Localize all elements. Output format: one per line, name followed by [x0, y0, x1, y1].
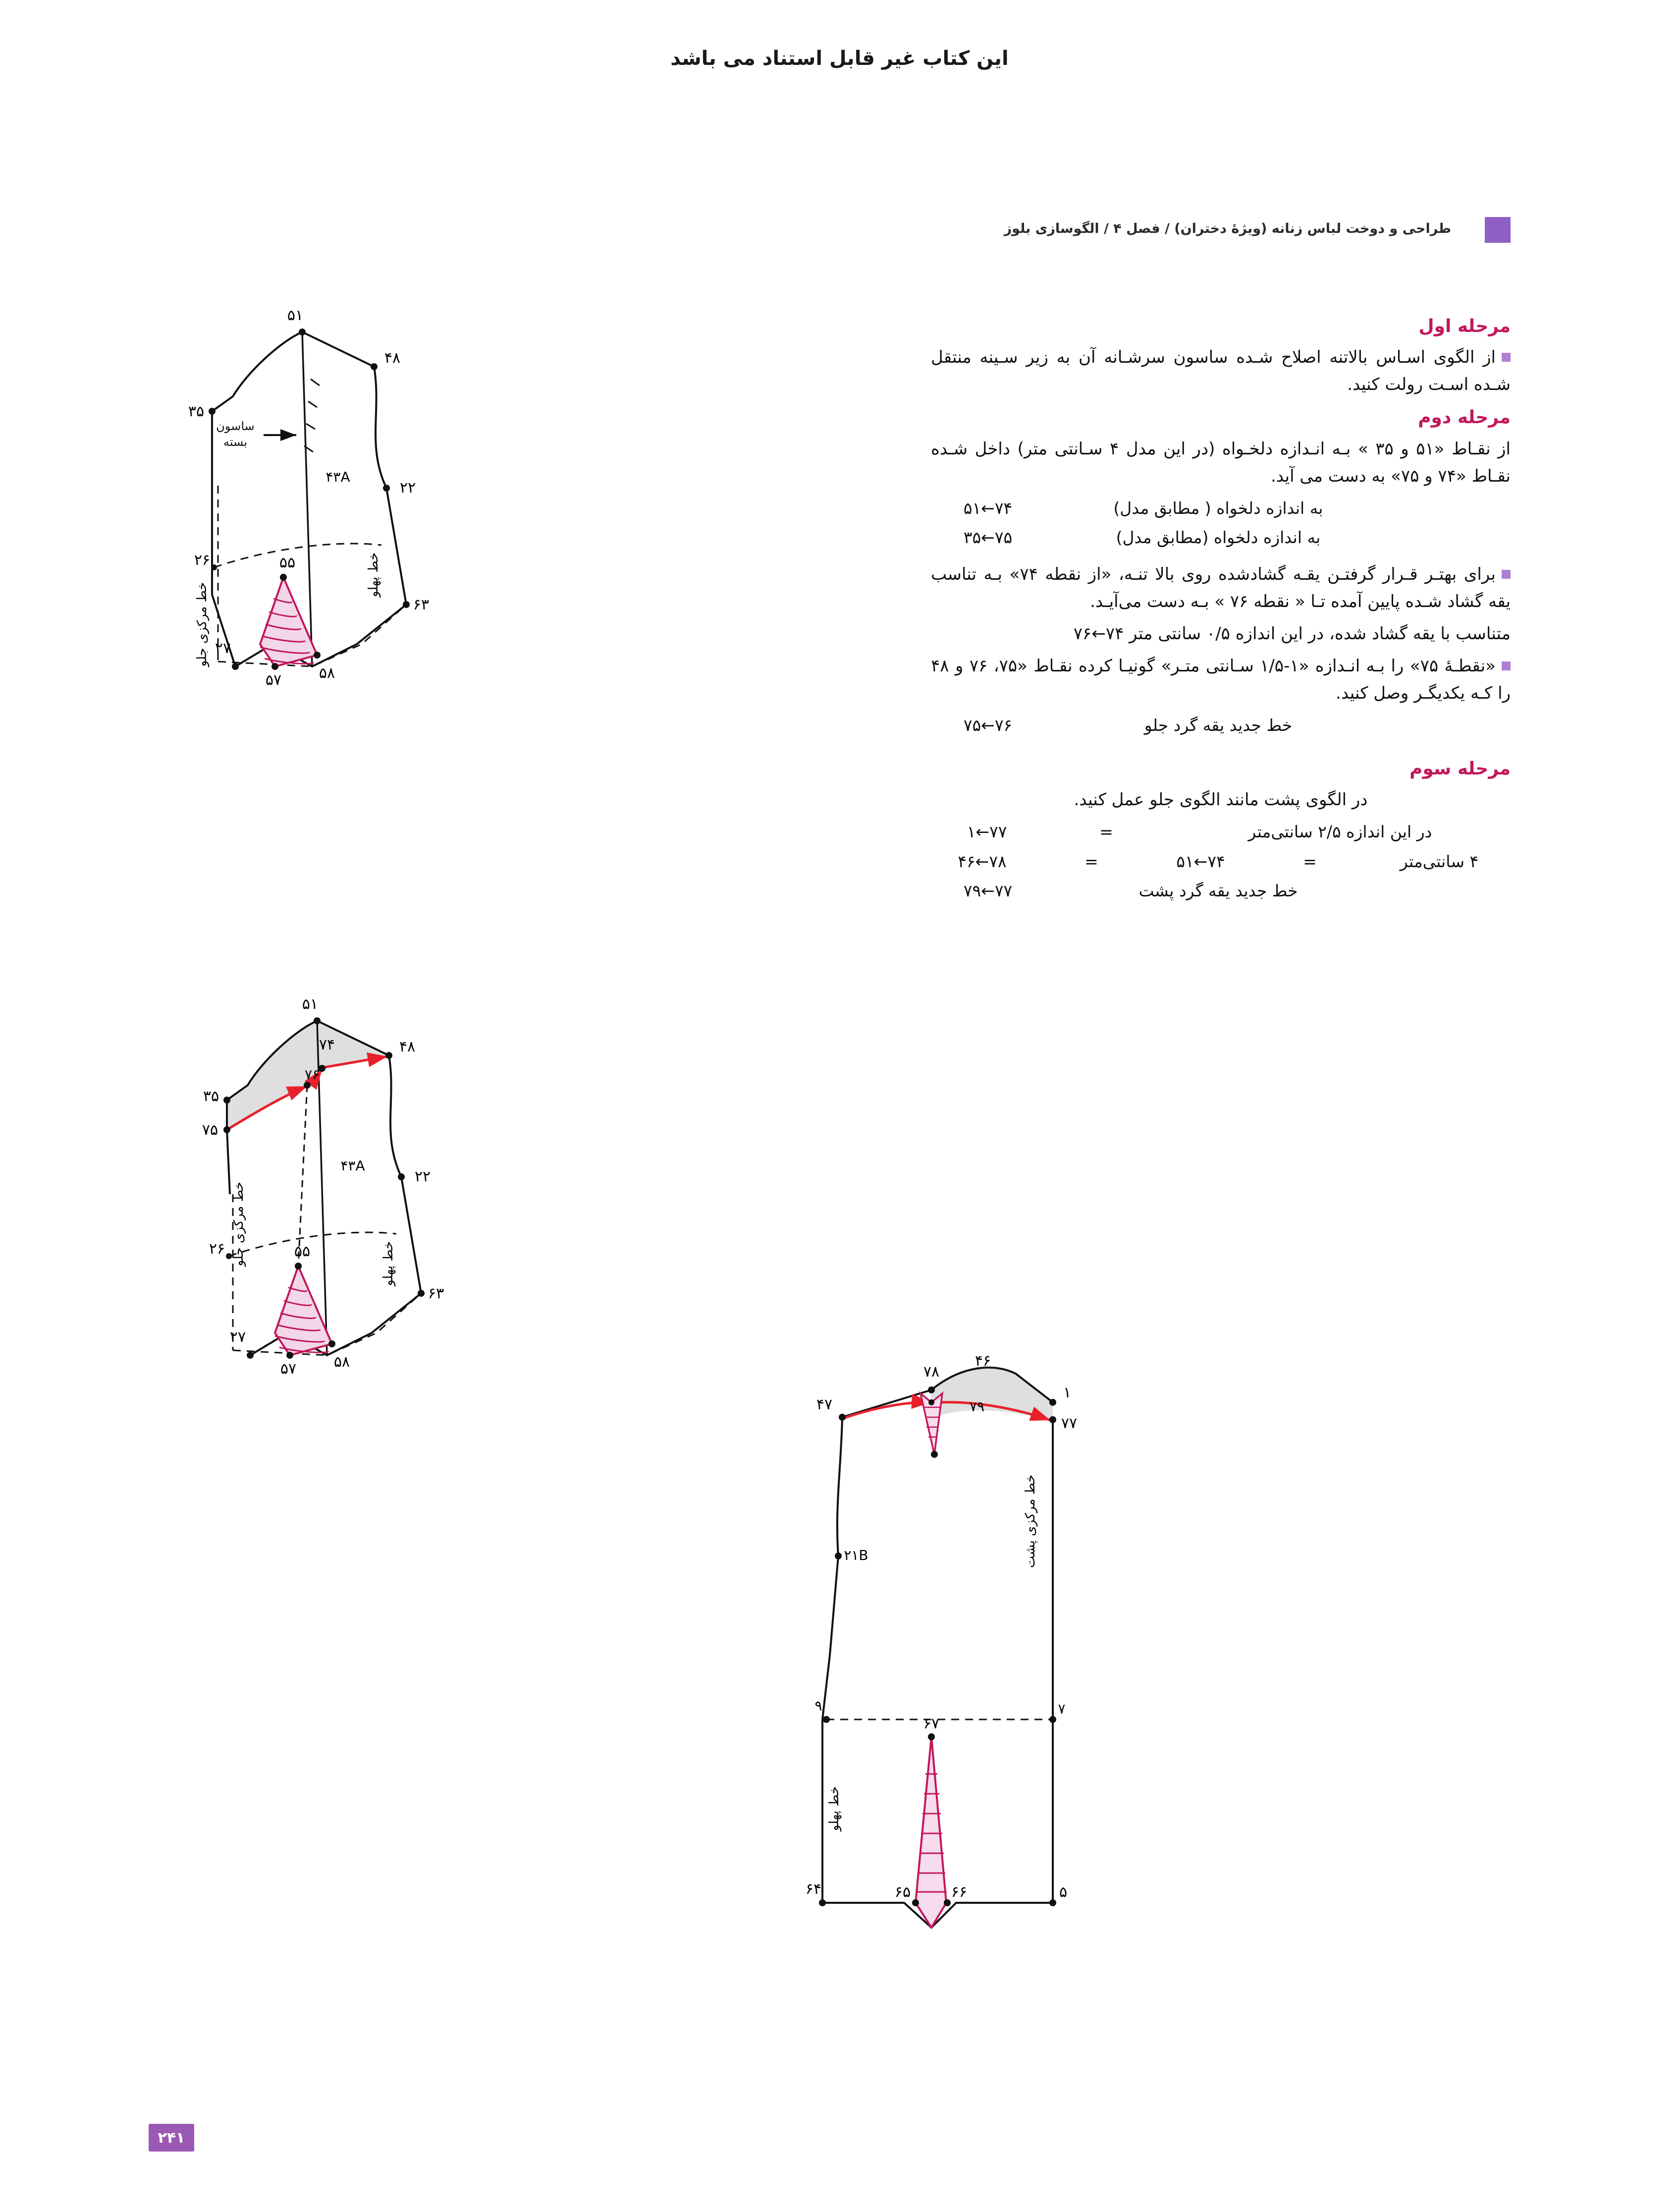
label-26: ۲۶ [194, 552, 211, 569]
equation-1-value: ۵۱←۷۴ [963, 498, 1013, 518]
label-58: ۵۸ [319, 664, 335, 682]
label-26: ۲۶ [209, 1240, 225, 1258]
label-75: ۷۵ [202, 1121, 218, 1139]
label-43A: ۴۳A [325, 469, 350, 485]
equation-row-3 [931, 712, 1511, 738]
running-header [168, 217, 1511, 247]
label-55: ۵۵ [294, 1243, 311, 1260]
label-58: ۵۸ [333, 1353, 350, 1371]
label-21B: ۲۱B [844, 1547, 868, 1563]
equation-4-label: در این اندازه ۲/۵ سانتی‌متر [1248, 822, 1432, 842]
label-51: ۵۱ [302, 995, 319, 1013]
equation-3-value: ۷۵←۷۶ [963, 716, 1013, 735]
step-three-title: مرحله سوم [1409, 758, 1511, 779]
label-66: ۶۶ [951, 1883, 968, 1901]
label-77: ۷۷ [1061, 1415, 1078, 1432]
equation-6-value: ۷۹←۷۷ [963, 881, 1013, 900]
instruction-column [931, 312, 1511, 907]
bullet-square-icon-3 [1502, 662, 1511, 670]
label-63: ۶۳ [413, 596, 430, 613]
step-two-text-4: «نقطـهٔ ۷۵» را بـه انـدازه «۱-۱/۵ سـانتی متـر» گونیـا کرده نقـاط «۷۵، ۷۶ و ۴۸ را کـه یکدیگـر وصل کنید. [931, 656, 1511, 704]
label-47: ۴۷ [816, 1396, 833, 1413]
step-three-paragraph: در الگوی پشت مانند الگوی جلو عمل کنید. [1074, 790, 1368, 810]
equation-row-4 [931, 819, 1511, 845]
step-two-title: مرحله دوم [1418, 407, 1511, 428]
svg-text:بسته: بسته [223, 435, 248, 449]
step-two-paragraph-4 [931, 653, 1511, 707]
step-two-paragraph-2 [931, 561, 1511, 615]
page-number-badge: ۲۴۱ [149, 2124, 194, 2152]
equation-2-value: ۳۵←۷۵ [963, 528, 1013, 548]
label-48: ۴۸ [384, 349, 401, 367]
label-65: ۶۵ [894, 1883, 911, 1901]
label-35: ۳۵ [203, 1088, 219, 1105]
label-74: ۷۴ [319, 1036, 335, 1053]
equation-2-label: به اندازه دلخواه (مطابق مدل) [1116, 528, 1321, 548]
step-two-paragraph-3: متناسب با یقه گشاد شده، در این اندازه ۰/۵ سانتی متر ۷۴←۷۶ [1073, 624, 1511, 644]
label-5: ۵ [1059, 1883, 1068, 1901]
label-57: ۵۷ [280, 1360, 297, 1378]
label-67: ۶۷ [923, 1715, 940, 1732]
step-one-title: مرحله اول [1418, 316, 1511, 336]
equation-5-mid-value: ۵۱←۷۴ [1176, 851, 1225, 871]
equation-5-label: ۴ سانتی‌متر [1400, 851, 1479, 871]
equation-1-label: به اندازه دلخواه ( مطابق مدل) [1113, 498, 1323, 518]
equation-3-label: خط جدید یقه گرد جلو [1144, 716, 1293, 735]
label-9: ۹ [814, 1698, 822, 1714]
label-35: ۳۵ [188, 403, 205, 420]
watermark-text: این کتاب غیر قابل استناد می باشد [670, 47, 1009, 70]
label-side-line: خط پهلو [381, 1241, 396, 1286]
step-two-text-2: برای بهتـر قـرار گرفتـن یقـه گشادشده روی بالا تنـه، «از نقطه ۷۴» بـه تناسب یقه گشاد شـده پایین آمده تـا « نقطه ۷۶ » بـه دست می‌آیـد. [931, 564, 1511, 611]
label-27: ۲۷ [215, 640, 231, 657]
equation-4-value: ۱←۷۷ [967, 822, 1007, 842]
label-55: ۵۵ [279, 554, 296, 571]
equation-5-operator-2: = [1303, 851, 1317, 871]
svg-text:ساسون: ساسون [216, 419, 255, 433]
label-43A: ۴۳A [340, 1158, 365, 1174]
label-51: ۵۱ [287, 307, 304, 324]
step-two-paragraph-1: از نقـاط «۵۱ و ۳۵ » بـه انـدازه دلخـواه (در این مدل ۴ سـانتی متر) داخل شـده نقـاط «۷۴ و ۷۵» به دست می آید. [931, 439, 1511, 486]
equation-row-5 [931, 848, 1511, 875]
label-center-front: خط مرکزی جلو [195, 582, 210, 667]
equation-6-label: خط جدید یقه گرد پشت [1138, 881, 1298, 900]
label-center-front: خط مرکزی جلو [231, 1181, 246, 1267]
bullet-square-icon-2 [1502, 570, 1511, 579]
running-header-text: طراحی و دوخت لباس زنانه (ویژهٔ دختران) / فصل ۴ / الگوسازی بلوز [1004, 221, 1451, 236]
equation-row-6 [931, 878, 1511, 904]
step-one-paragraph [931, 344, 1511, 398]
equation-4-operator: = [1099, 822, 1113, 842]
label-78: ۷۸ [923, 1363, 940, 1381]
equation-row-2 [931, 524, 1511, 551]
label-79: ۷۹ [969, 1398, 985, 1415]
label-64: ۶۴ [805, 1880, 822, 1898]
label-57: ۵۷ [265, 671, 282, 689]
figure-front-bodice-original [149, 297, 575, 951]
label-22: ۲۲ [399, 479, 416, 497]
equation-5-value: ۴۶←۷۸ [958, 851, 1007, 871]
label-46: ۴۶ [975, 1352, 991, 1370]
equation-5-operator-1: = [1084, 851, 1098, 871]
label-76: ۷۶ [304, 1066, 320, 1083]
label-side-line: خط پهلو [827, 1786, 842, 1831]
equation-row-1 [931, 495, 1511, 521]
label-7: ۷ [1058, 1701, 1066, 1717]
label-1: ۱ [1063, 1384, 1072, 1401]
label-side-line: خط پهلو [366, 552, 381, 598]
label-48: ۴۸ [399, 1038, 416, 1055]
label-22: ۲۲ [414, 1168, 431, 1185]
label-63: ۶۳ [428, 1285, 444, 1302]
header-accent-square [1485, 217, 1511, 243]
step-one-text: از الگوی اسـاس بالاتنه اصلاح شـده ساسون سرشـانه آن به زیر سـینه منتقل شـده اسـت رولت کنید. [931, 347, 1511, 395]
figure-back-bodice-modified [783, 1338, 1229, 2002]
label-center-back: خط مرکزی پشت [1023, 1474, 1038, 1568]
figure-front-bodice-modified [163, 986, 590, 1640]
bullet-square-icon [1502, 353, 1511, 362]
label-27: ۲۷ [229, 1328, 246, 1346]
